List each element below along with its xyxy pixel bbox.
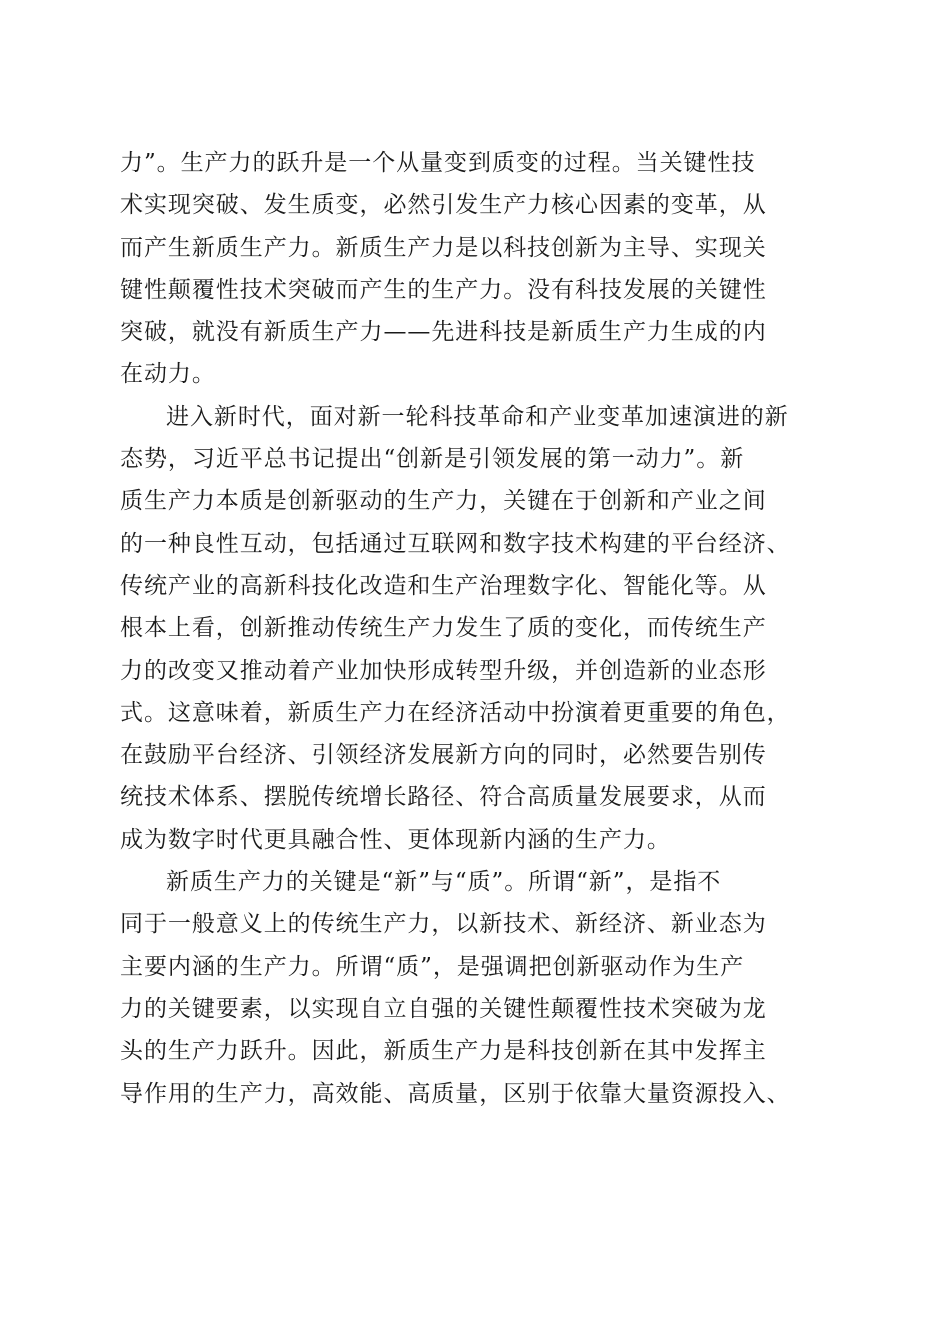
text-line: 根本上看，创新推动传统生产力发生了质的变化，而传统生产 (120, 615, 767, 642)
text-line: 键性颠覆性技术突破而产生的生产力。没有科技发展的关键性 (120, 276, 767, 303)
text-line: 统技术体系、摆脱传统增长路径、符合高质量发展要求，从而 (120, 784, 767, 811)
text-line: 成为数字时代更具融合性、更体现新内涵的生产力。 (120, 826, 671, 853)
paragraph-3 (120, 861, 833, 1115)
text-line: 突破，就没有新质生产力——先进科技是新质生产力生成的内 (120, 319, 767, 346)
text-line: 在鼓励平台经济、引领经济发展新方向的同时，必然要告别传 (120, 742, 767, 769)
text-line: 的一种良性互动，包括通过互联网和数字技术构建的平台经济、 (120, 530, 791, 557)
text-line: 术实现突破、发生质变，必然引发生产力核心因素的变革，从 (120, 192, 767, 219)
text-line: 力”。生产力的跃升是一个从量变到质变的过程。当关键性技 (120, 150, 756, 176)
paragraph-1 (120, 142, 833, 396)
text-line: 在动力。 (120, 361, 216, 388)
document-page (120, 142, 833, 1115)
text-line: 主要内涵的生产力。所谓“质”，是强调把创新驱动作为生产 (120, 953, 745, 980)
text-line: 新质生产力的关键是“新”与“质”。所谓“新”，是指不 (166, 869, 722, 896)
text-line: 传统产业的高新科技化改造和生产治理数字化、智能化等。从 (120, 572, 767, 599)
text-line: 进入新时代，面对新一轮科技革命和产业变革加速演进的新 (166, 403, 789, 430)
text-line: 式。这意味着，新质生产力在经济活动中扮演着更重要的角色， (120, 699, 791, 726)
paragraph-2 (120, 396, 833, 861)
text-line: 导作用的生产力，高效能、高质量，区别于依靠大量资源投入、 (120, 1080, 791, 1107)
text-line: 而产生新质生产力。新质生产力是以科技创新为主导、实现关 (120, 234, 767, 261)
text-line: 头的生产力跃升。因此，新质生产力是科技创新在其中发挥主 (120, 1038, 767, 1065)
text-line: 力的改变又推动着产业加快形成转型升级，并创造新的业态形 (120, 657, 767, 684)
text-line: 态势，习近平总书记提出“创新是引领发展的第一动力”。新 (120, 446, 745, 473)
text-line: 质生产力本质是创新驱动的生产力，关键在于创新和产业之间 (120, 488, 767, 515)
text-line: 同于一般意义上的传统生产力，以新技术、新经济、新业态为 (120, 911, 767, 938)
text-line: 力的关键要素，以实现自立自强的关键性颠覆性技术突破为龙 (120, 995, 767, 1022)
